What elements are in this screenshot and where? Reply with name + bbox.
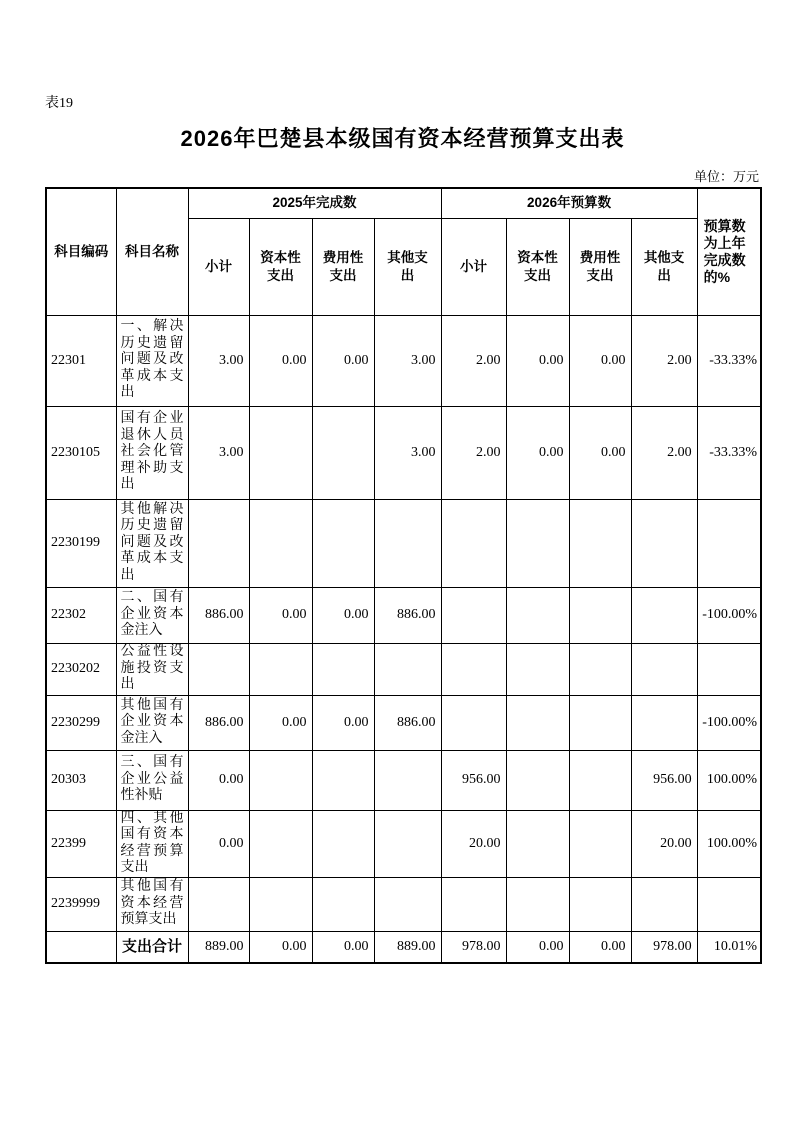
value-2025-expense: 0.00 [312,587,374,643]
table-number-label: 表19 [45,96,73,111]
value-2025-expense [312,499,374,587]
percent-cell: -100.00% [697,695,761,750]
table-row [46,406,761,499]
value-2026-subtotal [441,587,506,643]
value-2025-capital [249,406,312,499]
value-2026-other [631,877,697,931]
value-2026-expense: 0.00 [569,931,631,963]
value-2026-capital: 0.00 [506,406,569,499]
percent-cell [697,643,761,695]
value-2026-subtotal: 2.00 [441,315,506,406]
subject-name-cell: 四、其他国有资本经营预算支出 [116,810,188,877]
value-2025-subtotal: 889.00 [188,931,249,963]
budget-table [45,187,762,964]
header-2025-expense: 费用性支出 [312,218,374,315]
subject-code-cell: 2230202 [46,643,116,695]
header-subject-name: 科目名称 [116,188,188,315]
header-percent: 预算数为上年完成数的% [697,188,761,315]
header-group-2026: 2026年预算数 [441,188,697,218]
subject-name-cell: 二、国有企业资本金注入 [116,587,188,643]
value-2025-subtotal [188,499,249,587]
value-2026-capital [506,810,569,877]
subject-code-cell: 22399 [46,810,116,877]
page-title: 2026年巴楚县本级国有资本经营预算支出表 [180,126,625,151]
value-2026-other: 2.00 [631,315,697,406]
subject-code-cell: 22302 [46,587,116,643]
value-2025-capital: 0.00 [249,315,312,406]
value-2025-expense [312,877,374,931]
header-2026-capital: 资本性支出 [506,218,569,315]
value-2026-capital [506,587,569,643]
value-2025-subtotal [188,877,249,931]
percent-cell: 100.00% [697,750,761,810]
value-2025-expense [312,810,374,877]
header-2025-other: 其他支出 [374,218,441,315]
value-2026-subtotal [441,499,506,587]
table-row [46,587,761,643]
subject-name-cell: 国有企业退休人员社会化管理补助支出 [116,406,188,499]
header-2026-subtotal: 小计 [441,218,506,315]
table-row [46,643,761,695]
header-subject-code: 科目编码 [46,188,116,315]
value-2025-other: 889.00 [374,931,441,963]
value-2025-subtotal [188,643,249,695]
value-2026-other: 2.00 [631,406,697,499]
value-2026-expense [569,810,631,877]
value-2025-other: 886.00 [374,587,441,643]
percent-cell: -33.33% [697,406,761,499]
value-2025-capital [249,499,312,587]
value-2025-other: 886.00 [374,695,441,750]
value-2025-expense [312,750,374,810]
value-2026-expense: 0.00 [569,406,631,499]
subject-name-cell: 其他国有企业资本金注入 [116,695,188,750]
value-2026-other [631,587,697,643]
value-2025-other: 3.00 [374,406,441,499]
percent-cell: -100.00% [697,587,761,643]
value-2026-subtotal: 956.00 [441,750,506,810]
value-2025-capital [249,750,312,810]
value-2026-other: 978.00 [631,931,697,963]
subject-name-cell: 三、国有企业公益性补贴 [116,750,188,810]
value-2025-capital [249,810,312,877]
value-2025-other [374,877,441,931]
value-2026-other [631,643,697,695]
value-2025-subtotal: 886.00 [188,587,249,643]
value-2025-expense [312,406,374,499]
value-2026-expense [569,499,631,587]
value-2025-other [374,643,441,695]
value-2025-capital [249,877,312,931]
value-2026-capital: 0.00 [506,315,569,406]
value-2026-expense [569,877,631,931]
value-2025-subtotal: 3.00 [188,406,249,499]
table-row [46,499,761,587]
value-2026-capital [506,695,569,750]
value-2026-other [631,695,697,750]
value-2026-capital [506,499,569,587]
value-2025-expense: 0.00 [312,315,374,406]
table-row [46,315,761,406]
document-content [45,96,760,964]
subject-code-cell: 2230105 [46,406,116,499]
value-2025-expense [312,643,374,695]
value-2025-capital: 0.00 [249,587,312,643]
value-2025-other [374,499,441,587]
header-2025-capital: 资本性支出 [249,218,312,315]
subject-code-cell [46,931,116,963]
value-2025-capital: 0.00 [249,695,312,750]
percent-cell: 10.01% [697,931,761,963]
value-2026-subtotal: 20.00 [441,810,506,877]
subject-name-cell: 其他国有资本经营预算支出 [116,877,188,931]
value-2026-other: 20.00 [631,810,697,877]
value-2025-capital [249,643,312,695]
percent-cell [697,877,761,931]
value-2025-expense: 0.00 [312,931,374,963]
value-2026-expense [569,695,631,750]
table-total-row [46,931,761,963]
value-2026-capital [506,877,569,931]
value-2025-expense: 0.00 [312,695,374,750]
subject-code-cell: 2230299 [46,695,116,750]
unit-note: 单位：万元 [693,169,759,184]
value-2026-capital [506,750,569,810]
total-label-cell: 支出合计 [116,931,188,963]
value-2026-expense [569,587,631,643]
subject-name-cell: 一、解决历史遗留问题及改革成本支出 [116,315,188,406]
subject-code-cell: 20303 [46,750,116,810]
value-2026-other [631,499,697,587]
value-2025-other [374,750,441,810]
header-2025-subtotal: 小计 [188,218,249,315]
percent-cell: 100.00% [697,810,761,877]
value-2026-other: 956.00 [631,750,697,810]
subject-name-cell: 其他解决历史遗留问题及改革成本支出 [116,499,188,587]
table-row [46,810,761,877]
subject-code-cell: 22301 [46,315,116,406]
value-2025-subtotal: 886.00 [188,695,249,750]
value-2025-capital: 0.00 [249,931,312,963]
value-2026-subtotal: 978.00 [441,931,506,963]
subject-name-cell: 公益性设施投资支出 [116,643,188,695]
value-2026-expense [569,643,631,695]
header-2026-other: 其他支出 [631,218,697,315]
value-2025-subtotal: 0.00 [188,750,249,810]
value-2025-subtotal: 3.00 [188,315,249,406]
value-2025-other [374,810,441,877]
value-2025-subtotal: 0.00 [188,810,249,877]
header-2026-expense: 费用性支出 [569,218,631,315]
value-2026-subtotal [441,877,506,931]
table-header-row-groups [46,188,761,218]
value-2026-capital [506,643,569,695]
value-2026-subtotal [441,643,506,695]
percent-cell: -33.33% [697,315,761,406]
value-2026-capital: 0.00 [506,931,569,963]
header-group-2025: 2025年完成数 [188,188,441,218]
subject-code-cell: 2239999 [46,877,116,931]
table-row [46,877,761,931]
subject-code-cell: 2230199 [46,499,116,587]
table-row [46,695,761,750]
percent-cell [697,499,761,587]
value-2026-subtotal [441,695,506,750]
value-2026-expense [569,750,631,810]
value-2025-other: 3.00 [374,315,441,406]
value-2026-subtotal: 2.00 [441,406,506,499]
table-row [46,750,761,810]
value-2026-expense: 0.00 [569,315,631,406]
